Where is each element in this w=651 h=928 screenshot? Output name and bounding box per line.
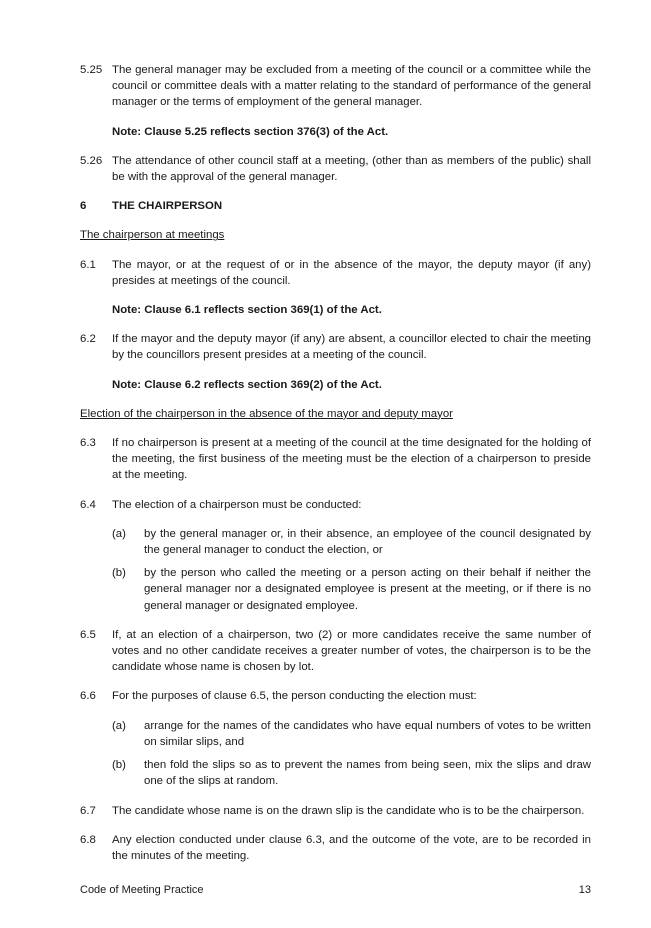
clause-number: 6.7 [80, 804, 96, 817]
clause-5-26 [80, 153, 591, 185]
section-title: THE CHAIRPERSON [112, 200, 223, 213]
item-label: (a) [112, 719, 126, 732]
clause-number: 6.2 [80, 333, 96, 346]
note-6-2: Note: Clause 6.2 reflects section 369(2) of the Act. [112, 378, 382, 391]
list-item [112, 565, 591, 614]
clause-6-2 [80, 331, 591, 363]
clause-6-4 [80, 497, 591, 513]
clause-text: The candidate whose name is on the drawn slip is the candidate who is to be the chairperson. [112, 804, 585, 817]
clause-text: Any election conducted under clause 6.3, and the outcome of the vote, are to be recorded in the minutes of the meeting. [112, 833, 591, 862]
note-5-25: Note: Clause 5.25 reflects section 376(3) of the Act. [112, 125, 389, 138]
clause-6-4-items [80, 526, 591, 614]
clause-number: 6.4 [80, 498, 96, 511]
subheading-election-of-chairperson: Election of the chairperson in the absence of the mayor and deputy mayor [80, 407, 453, 420]
clause-text: The attendance of other council staff at a meeting, (other than as members of the public) shall be with the approval of the general manager. [112, 154, 591, 184]
clause-text: The election of a chairperson must be conducted: [112, 498, 362, 511]
clause-6-8 [80, 832, 591, 864]
subheading-chairperson-at-meetings: The chairperson at meetings [80, 229, 225, 242]
clause-6-5 [80, 627, 591, 676]
clause-6-3 [80, 435, 591, 484]
footer-title: Code of Meeting Practice [80, 884, 204, 896]
clause-text: If the mayor and the deputy mayor (if any) are absent, a councillor elected to chair the meeting by the councillors present presides at a meeting of the council. [112, 333, 591, 362]
clause-text: If no chairperson is present at a meeting of the council at the time designated for the holding of the meeting, the first business of the meeting must be the election of a chairperson to preside at the meeting. [112, 437, 591, 482]
list-item [112, 718, 591, 750]
page-number: 13 [578, 884, 591, 896]
note-6-1: Note: Clause 6.1 reflects section 369(1) of the Act. [112, 304, 382, 317]
item-label: (b) [112, 759, 126, 772]
item-text: arrange for the names of the candidates who have equal numbers of votes to be written on similar slips, and [144, 719, 591, 748]
document-page [80, 62, 591, 877]
page-footer [80, 882, 591, 898]
clause-number: 6.5 [80, 628, 96, 641]
section-number: 6 [80, 200, 87, 213]
clause-number: 6.1 [80, 258, 96, 271]
clause-5-25 [80, 62, 591, 111]
list-item [112, 757, 591, 789]
clause-number: 6.3 [80, 437, 96, 450]
clause-number: 6.8 [80, 833, 96, 846]
item-text: by the general manager or, in their absence, an employee of the council designated by the general manager to conduct the election, or [144, 527, 591, 557]
item-text: then fold the slips so as to prevent the names from being seen, mix the slips and draw one of the slips at random. [144, 759, 591, 788]
clause-number: 5.26 [80, 154, 103, 167]
clause-6-6-items [80, 718, 591, 790]
clause-text: The general manager may be excluded from a meeting of the council or a committee while the council or committee deals with a matter relating to the standard of performance of the general manager or the terms of employment of the general manager. [112, 64, 591, 109]
clause-number: 5.25 [80, 64, 103, 76]
item-label: (b) [112, 567, 126, 580]
clause-number: 6.6 [80, 690, 96, 703]
clause-6-6 [80, 688, 591, 704]
list-item [112, 526, 591, 558]
item-label: (a) [112, 527, 126, 540]
clause-text: For the purposes of clause 6.5, the person conducting the election must: [112, 690, 477, 703]
clause-text: The mayor, or at the request of or in the absence of the mayor, the deputy mayor (if any) presides at meetings of the council. [112, 258, 591, 287]
clause-text: If, at an election of a chairperson, two (2) or more candidates receive the same number of votes and no other candidate receives a greater number of votes, the chairperson is to be the candidate whose name is chosen by lot. [112, 628, 591, 674]
clause-6-1 [80, 257, 591, 289]
section-heading [80, 198, 591, 214]
clause-6-7 [80, 803, 591, 819]
item-text: by the person who called the meeting or a person acting on their behalf if neither the general manager nor a designated employee is present at the meeting, or if there is no general manager or designated employee. [144, 567, 591, 612]
